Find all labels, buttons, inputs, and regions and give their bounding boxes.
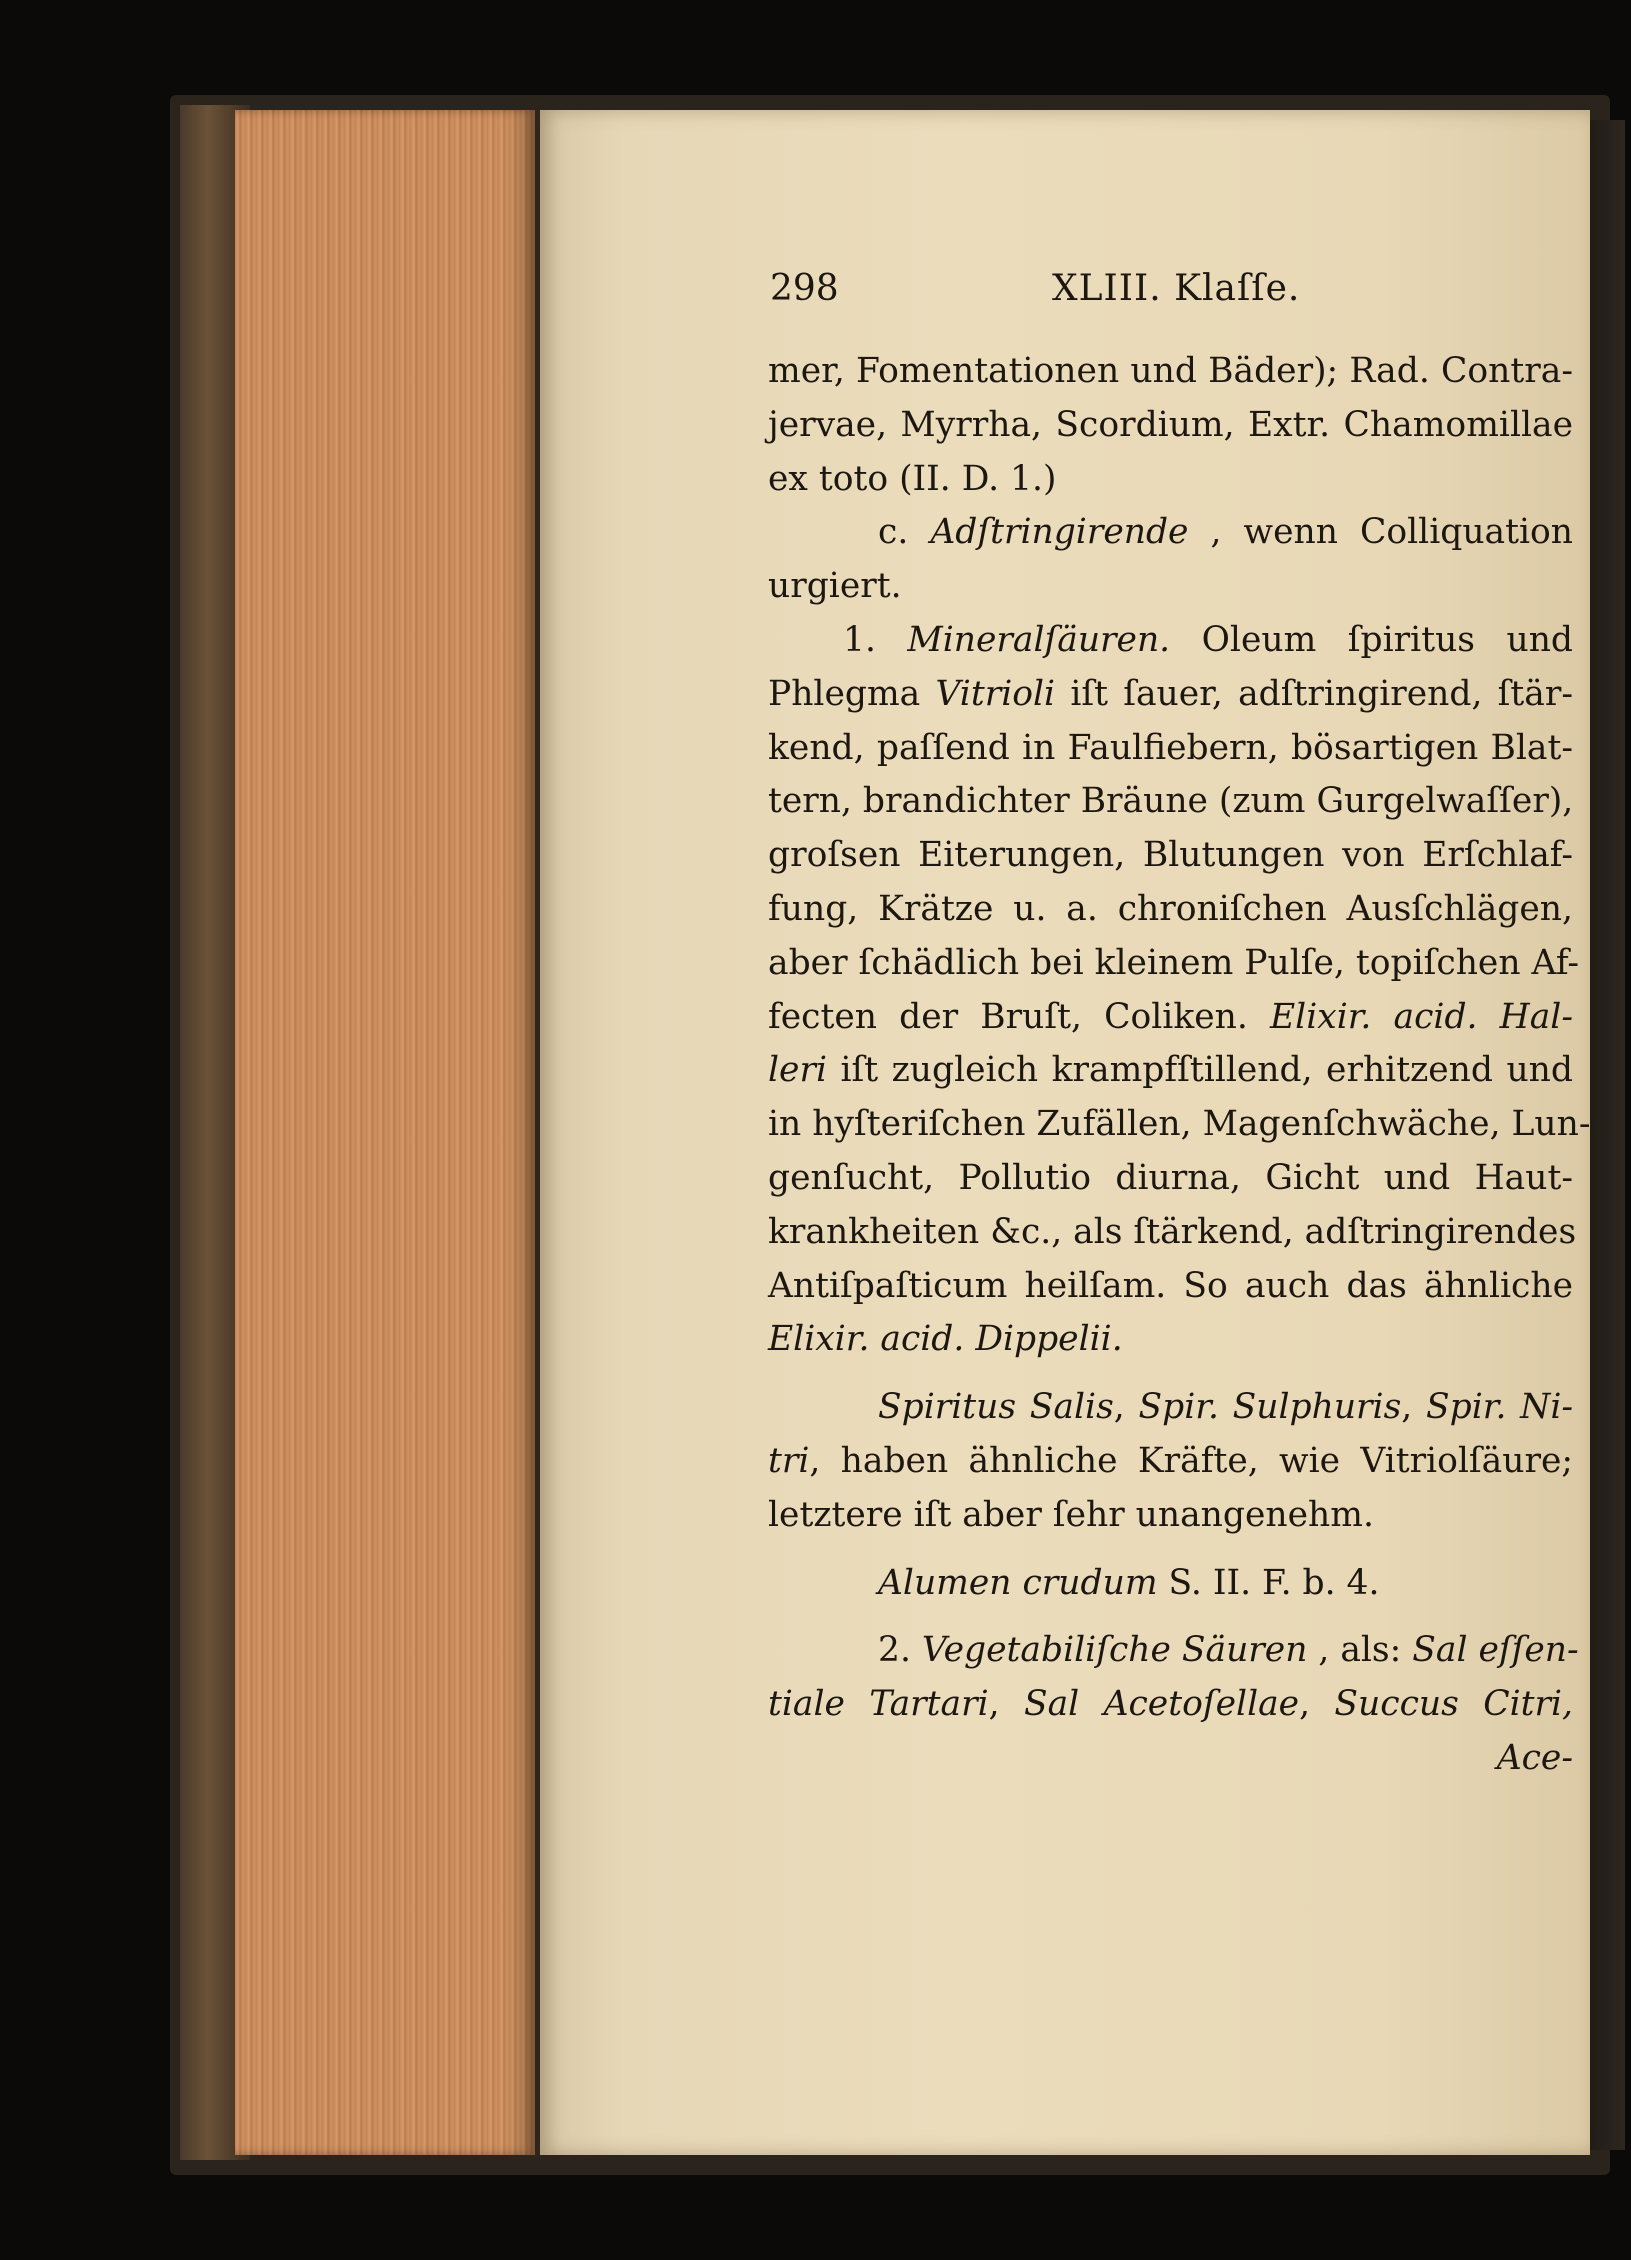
text-line [768, 399, 1573, 453]
right-cover-edge [1585, 120, 1625, 2150]
text-line [768, 1557, 1573, 1611]
running-title: XLIII. Klaſſe. [1052, 268, 1301, 309]
text-line [768, 991, 1573, 1045]
text-run: c. [878, 512, 931, 553]
text-run: Oleum ſpiritus und [1170, 619, 1573, 660]
text-line [768, 560, 1573, 614]
text-run: iſt ſauer, adſtringirend, ſtär- [1055, 673, 1574, 714]
italic-term: tiale Tartari [768, 1684, 989, 1725]
italic-term: Spir. Sulphuris [1138, 1387, 1402, 1428]
paragraph-gap [768, 1610, 1573, 1624]
text-run: Antiſpaſticum heilſam. So auch das ähnliche [768, 1265, 1573, 1306]
text-run: jervae, Myrrha, Scordium, Extr. Chamomillae [768, 404, 1573, 445]
text-line [768, 1313, 1573, 1367]
text-run: Phlegma [768, 673, 936, 714]
text-run: mer, Fomentationen und Bäder); Rad. Contra- [768, 351, 1573, 391]
text-line [768, 1098, 1591, 1152]
text-run: , wenn Colliquation [1188, 512, 1573, 553]
text-run: , [1299, 1684, 1335, 1725]
italic-term: Spiritus Salis [878, 1387, 1114, 1428]
page-header [770, 268, 1370, 328]
italic-term: Sal eſſen- [1412, 1630, 1579, 1671]
italic-term: Sal Acetoſellae [1023, 1684, 1300, 1725]
text-line [768, 829, 1573, 883]
text-run: urgiert. [768, 566, 902, 607]
italic-term: Alumen crudum [878, 1562, 1158, 1603]
text-run: S. II. F. b. 4. [1157, 1562, 1380, 1603]
italic-term: Ace- [1496, 1737, 1573, 1778]
italic-term: Succus Citri, [1334, 1684, 1573, 1725]
text-run: fung, Krätze u. a. chroniſchen Ausſchlägen, [768, 888, 1573, 929]
text-run: kend, paſſend in Faulfiebern, bösartigen Blat- [768, 727, 1573, 768]
text-line [768, 1624, 1579, 1678]
text-run: in hyſteriſchen Zufällen, Magenſchwäche, Lun- [768, 1104, 1591, 1145]
text-run: fecten der Bruſt, Coliken. [768, 996, 1270, 1037]
text-line [768, 453, 1573, 507]
body-text [768, 345, 1591, 1786]
text-line [768, 1044, 1573, 1098]
text-line [768, 1381, 1573, 1435]
text-run: iſt zugleich krampfſtillend, erhitzend und [826, 1050, 1573, 1091]
text-run: aber ſchädlich bei kleinem Pulſe, topiſchen Af- [768, 942, 1580, 983]
italic-term: tri [768, 1440, 810, 1481]
text-line [768, 614, 1573, 668]
italic-term: Elixir. acid. Dippelii. [768, 1319, 1123, 1360]
text-run: 2. [878, 1630, 922, 1671]
text-run: genſucht, Pollutio diurna, Gicht und Haut- [768, 1157, 1573, 1198]
italic-term: Vegetabiliſche Säuren [921, 1630, 1308, 1671]
text-line [768, 1678, 1573, 1732]
text-run: , als: [1307, 1630, 1413, 1671]
text-run: tern, brandichter Bräune (zum Gurgelwaſſer), [768, 781, 1574, 822]
text-run: ex toto (II. D. 1.) [768, 458, 1057, 499]
page-edges [235, 110, 535, 2155]
text-line [768, 1489, 1573, 1543]
text-line [768, 506, 1573, 560]
italic-term: Mineralſäuren. [907, 619, 1171, 660]
text-line [768, 668, 1573, 722]
text-run: , haben ähnliche Kräfte, wie Vitriolſäure; [809, 1440, 1573, 1481]
paragraph-gap [768, 1543, 1573, 1557]
italic-term: Vitrioli [935, 673, 1056, 714]
gutter-shadow [505, 110, 545, 2155]
page-number: 298 [770, 268, 839, 309]
text-line [768, 883, 1573, 937]
text-line [768, 1260, 1573, 1314]
paragraph-gap [768, 1367, 1573, 1381]
text-line [768, 1152, 1573, 1206]
italic-term: Spir. Ni- [1425, 1387, 1574, 1428]
text-run: groſsen Eiterungen, Blutungen von Erſchlaf- [768, 835, 1573, 876]
text-line [768, 937, 1580, 991]
text-run: , [1401, 1387, 1426, 1428]
text-run: , [988, 1684, 1024, 1725]
italic-term: Adſtringirende [930, 512, 1189, 553]
text-line [768, 345, 1573, 399]
text-run: 1. [843, 619, 908, 660]
text-line [768, 1206, 1577, 1260]
text-line [768, 775, 1573, 829]
text-line [768, 1435, 1573, 1489]
text-run: krankheiten &c., als ſtärkend, adſtringirendes [768, 1211, 1577, 1252]
text-run: , [1113, 1387, 1139, 1428]
text-line [768, 1732, 1573, 1786]
text-line [768, 722, 1573, 776]
italic-term: leri [768, 1050, 827, 1091]
text-run: letztere iſt aber ſehr unangenehm. [768, 1494, 1374, 1535]
italic-term: Elixir. acid. Hal- [1269, 996, 1573, 1037]
